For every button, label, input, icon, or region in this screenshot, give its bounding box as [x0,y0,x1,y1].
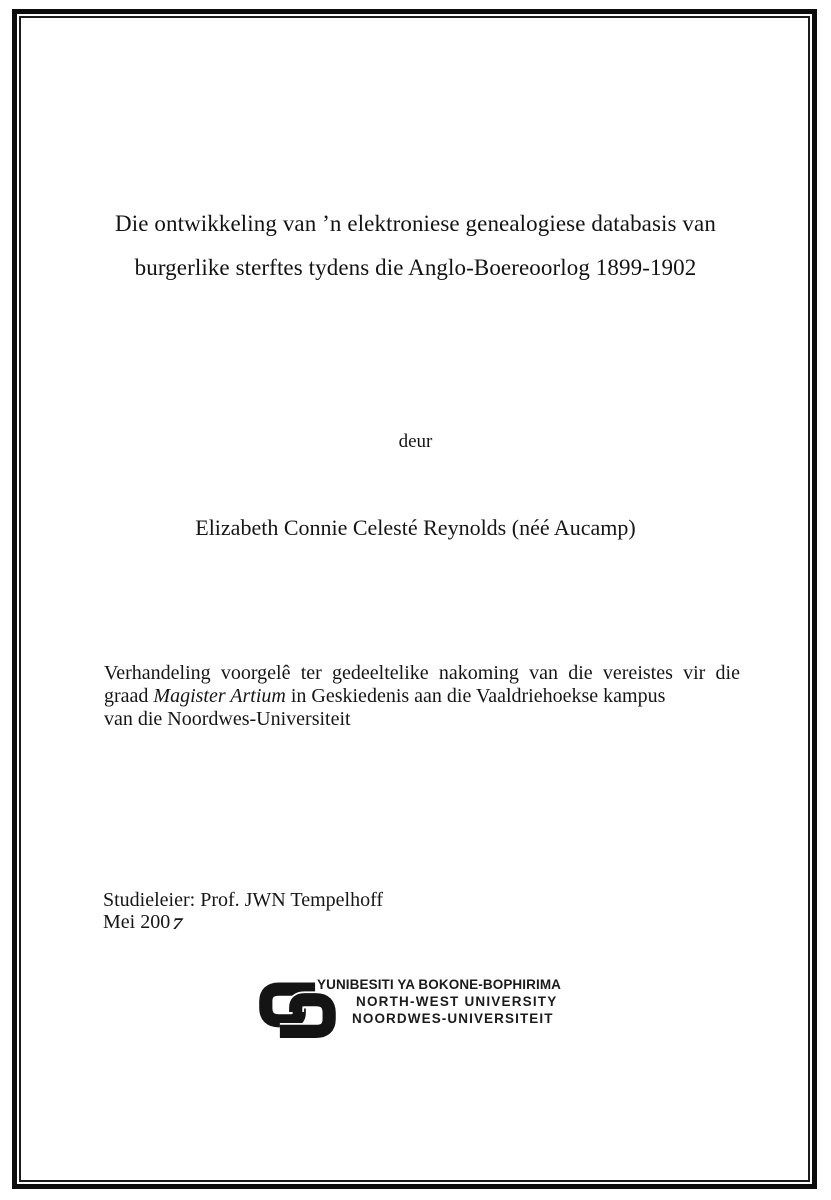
thesis-title [0,202,831,290]
degree-statement-line2-pre: graad [104,685,154,707]
byline-deur: deur [398,431,433,452]
date-last-digit: 7 [170,914,185,933]
degree-statement-line2-post: in Geskiedenis aan die Vaaldriehoekse kampus [285,685,666,707]
logo-text-afrikaans: NOORDWES-UNIVERSITEIT [352,1011,554,1026]
supervisor-line: Studieleier: Prof. JWN Tempelhoff [103,889,384,911]
nwu-logo [257,974,587,1058]
author-name: Elizabeth Connie Celesté Reynolds (néé Aucamp) [195,515,636,540]
degree-name-italic: Magister Artium [153,685,286,707]
thesis-title-line2: burgerlike sterftes tydens die Anglo-Boereoorlog 1899-1902 [134,255,697,280]
logo-text-english: NORTH-WEST UNIVERSITY [356,994,558,1009]
degree-statement-line3: van die Noordwes-Universiteit [104,708,351,730]
thesis-title-line1: Die ontwikkeling van ’n elektroniese genealogiese databasis van [115,211,716,236]
logo-text-setswana: YUNIBESITI YA BOKONE-BOPHIRIMA [317,977,562,992]
degree-statement [104,662,740,731]
degree-statement-line2 [104,685,740,708]
supervisor-and-date [103,890,383,933]
date-line [103,912,383,934]
degree-statement-line1: Verhandeling voorgelê ter gedeeltelike nakoming van die vereistes vir die [104,662,740,684]
date-prefix: Mei 200 [103,910,171,933]
